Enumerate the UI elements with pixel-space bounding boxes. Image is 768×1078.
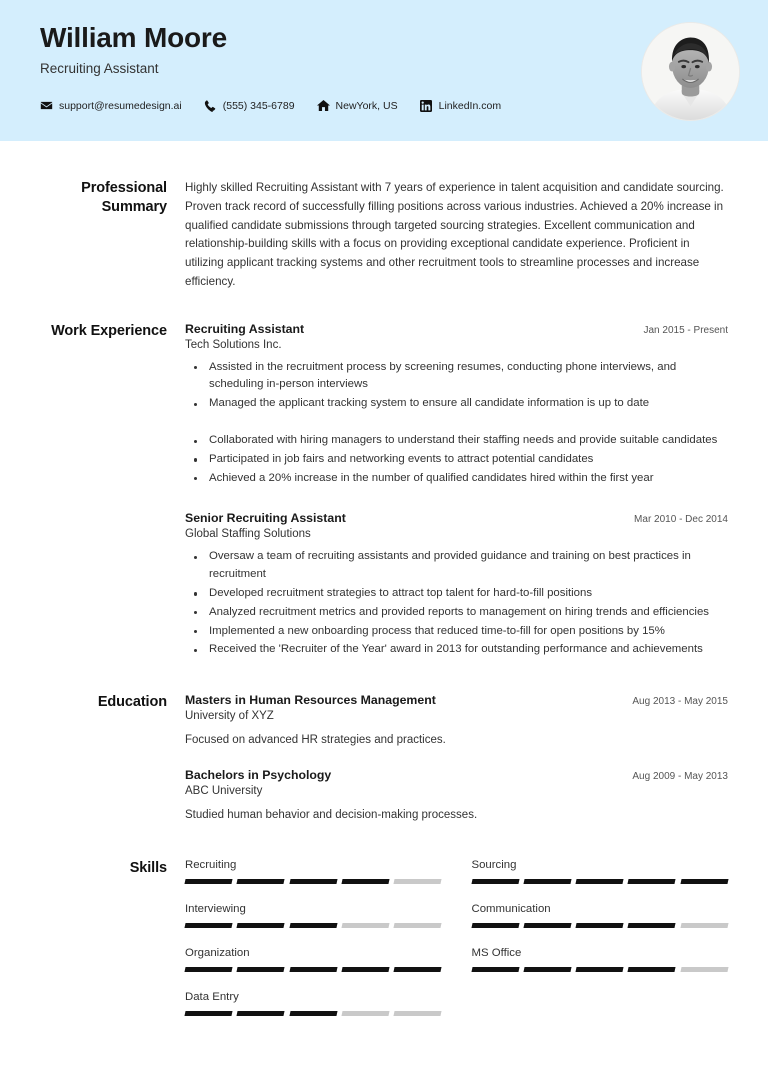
- skill-item: [185, 947, 442, 972]
- contact-label: NewYork, US: [335, 99, 398, 112]
- job-title: Recruiting Assistant: [185, 321, 305, 336]
- degree-title: Bachelors in Psychology: [185, 768, 332, 783]
- job-bullet: Achieved a 20% increase in the number of qualified candidates hired within the first year: [185, 470, 728, 488]
- job-bullets: [185, 432, 728, 487]
- job-company: Tech Solutions Inc.: [185, 338, 282, 351]
- contact-row: [40, 99, 738, 112]
- section-work-experience: [40, 322, 728, 660]
- section-label-work: Work Experience: [51, 322, 167, 339]
- skill-name: Recruiting: [185, 859, 237, 872]
- skill-level-segment: [523, 923, 571, 928]
- section-label-summary: Professional Summary: [81, 180, 167, 215]
- skill-level-segment: [341, 1011, 389, 1016]
- skill-level-segment: [394, 967, 442, 972]
- education-entry-head: [185, 693, 728, 707]
- skills-grid: [185, 859, 728, 1035]
- job-bullet: Participated in job fairs and networking events to attract potential candidates: [185, 451, 728, 469]
- linkedin-icon: [420, 99, 433, 112]
- skill-level-bar: [472, 923, 729, 928]
- skill-level-segment: [237, 1011, 285, 1016]
- resume-header: [0, 0, 768, 141]
- section-education: [40, 693, 728, 821]
- work-entry-head: [185, 322, 728, 336]
- contact-item-home[interactable]: [317, 99, 398, 112]
- section-label-education: Education: [97, 694, 167, 711]
- job-date: Mar 2010 - Dec 2014: [634, 514, 728, 526]
- skill-level-segment: [680, 879, 728, 884]
- education-description: Focused on advanced HR strategies and practices.: [185, 734, 446, 747]
- profile-photo-icon: [642, 23, 739, 120]
- skill-item: [185, 903, 442, 928]
- job-title: Senior Recruiting Assistant: [185, 511, 346, 526]
- skill-level-segment: [523, 879, 571, 884]
- education-entry: [185, 768, 728, 821]
- skill-level-segment: [628, 879, 676, 884]
- envelope-icon: [40, 99, 53, 112]
- school-name: ABC University: [185, 785, 263, 798]
- job-bullet: Assisted in the recruitment process by screening resumes, conducting phone interviews, and scheduling in-person interviews: [185, 359, 728, 395]
- skill-level-segment: [341, 967, 389, 972]
- skill-level-bar: [472, 879, 729, 884]
- section-skills: [40, 859, 728, 1035]
- candidate-name: William Moore: [40, 22, 227, 53]
- skill-level-segment: [184, 923, 232, 928]
- skill-level-bar: [185, 879, 442, 884]
- skill-level-segment: [237, 967, 285, 972]
- job-bullet: Implemented a new onboarding process that reduced time-to-fill for open positions by 15%: [185, 623, 728, 641]
- skill-item: [185, 991, 442, 1016]
- skill-level-segment: [237, 879, 285, 884]
- job-bullet: Managed the applicant tracking system to ensure all candidate information is up to date: [185, 395, 728, 413]
- skill-name: Data Entry: [185, 991, 239, 1004]
- contact-item-envelope[interactable]: [40, 99, 182, 112]
- job-date: Jan 2015 - Present: [643, 324, 728, 336]
- skill-level-segment: [341, 923, 389, 928]
- phone-icon: [204, 99, 217, 112]
- skill-item: [472, 859, 729, 884]
- skill-level-bar: [185, 923, 442, 928]
- skill-name: MS Office: [471, 947, 522, 960]
- skill-level-bar: [185, 1011, 442, 1016]
- contact-label: (555) 345-6789: [222, 99, 295, 112]
- education-description: Studied human behavior and decision-making processes.: [185, 809, 478, 822]
- education-date: Aug 2013 - May 2015: [632, 696, 728, 708]
- job-bullet: Analyzed recruitment metrics and provided reports to management on hiring trends and efficiencies: [185, 604, 728, 622]
- skill-level-bar: [472, 967, 729, 972]
- candidate-job-title: Recruiting Assistant: [40, 61, 159, 77]
- section-label-skills: Skills: [129, 860, 167, 877]
- section-professional-summary: [40, 179, 728, 292]
- job-bullets: [185, 359, 728, 413]
- skill-level-segment: [184, 967, 232, 972]
- skill-level-segment: [289, 923, 337, 928]
- skill-level-segment: [576, 967, 624, 972]
- skill-item: [185, 859, 442, 884]
- resume-body: [0, 179, 768, 1035]
- skill-level-segment: [628, 967, 676, 972]
- skill-name: Communication: [471, 903, 551, 916]
- skill-level-segment: [289, 1011, 337, 1016]
- work-entry: [185, 511, 728, 659]
- contact-item-linkedin[interactable]: [420, 99, 501, 112]
- skill-level-segment: [394, 923, 442, 928]
- skill-level-segment: [576, 923, 624, 928]
- skill-level-segment: [523, 967, 571, 972]
- contact-item-phone[interactable]: [204, 99, 295, 112]
- skill-item: [472, 903, 729, 928]
- skill-level-segment: [471, 879, 519, 884]
- summary-text: Highly skilled Recruiting Assistant with 7 years of experience in talent acquisition and candidate sourcing. Proven track record of successfully filling positions across various industries. Achieved a 20% increase in qualified candidate submissions through targeted sourcing strategies. Excellent communication and relationship-building skills with a focus on providing exceptional candidate experience. Proficient in utilizing applicant tracking systems and other recruitment tools to streamline processes and increase efficiency.: [185, 181, 724, 288]
- skill-name: Organization: [185, 947, 250, 960]
- job-bullet: Received the 'Recruiter of the Year' award in 2013 for outstanding performance and achievements: [185, 641, 728, 659]
- education-entry: [185, 693, 728, 746]
- work-entry: [185, 322, 728, 488]
- school-name: University of XYZ: [185, 710, 274, 723]
- skill-level-segment: [394, 879, 442, 884]
- skill-level-segment: [184, 1011, 232, 1016]
- skill-level-bar: [185, 967, 442, 972]
- job-bullet: Collaborated with hiring managers to understand their staffing needs and provide suitable candidates: [185, 432, 728, 450]
- work-entry-head: [185, 511, 728, 525]
- skill-level-segment: [184, 879, 232, 884]
- skill-name: Sourcing: [471, 859, 517, 872]
- skill-level-segment: [289, 879, 337, 884]
- contact-label: support@resumedesign.ai: [59, 99, 182, 112]
- skill-level-segment: [471, 923, 519, 928]
- avatar: [641, 22, 740, 121]
- skill-level-segment: [680, 967, 728, 972]
- job-bullet: Oversaw a team of recruiting assistants and provided guidance and training on best practices in recruitment: [185, 548, 728, 584]
- skill-level-segment: [289, 967, 337, 972]
- skill-level-segment: [237, 923, 285, 928]
- job-bullet: Developed recruitment strategies to attract top talent for hard-to-fill positions: [185, 585, 728, 603]
- education-date: Aug 2009 - May 2013: [632, 771, 728, 783]
- job-bullets: [185, 548, 728, 659]
- skill-level-segment: [680, 923, 728, 928]
- contact-label: LinkedIn.com: [438, 99, 502, 112]
- skill-level-segment: [576, 879, 624, 884]
- skill-level-segment: [341, 879, 389, 884]
- skill-level-segment: [394, 1011, 442, 1016]
- skill-item: [472, 947, 729, 972]
- education-entry-head: [185, 768, 728, 782]
- job-company: Global Staffing Solutions: [185, 528, 311, 541]
- skill-name: Interviewing: [185, 903, 246, 916]
- degree-title: Masters in Human Resources Management: [185, 693, 436, 708]
- home-icon: [317, 99, 330, 112]
- skill-level-segment: [471, 967, 519, 972]
- skill-level-segment: [628, 923, 676, 928]
